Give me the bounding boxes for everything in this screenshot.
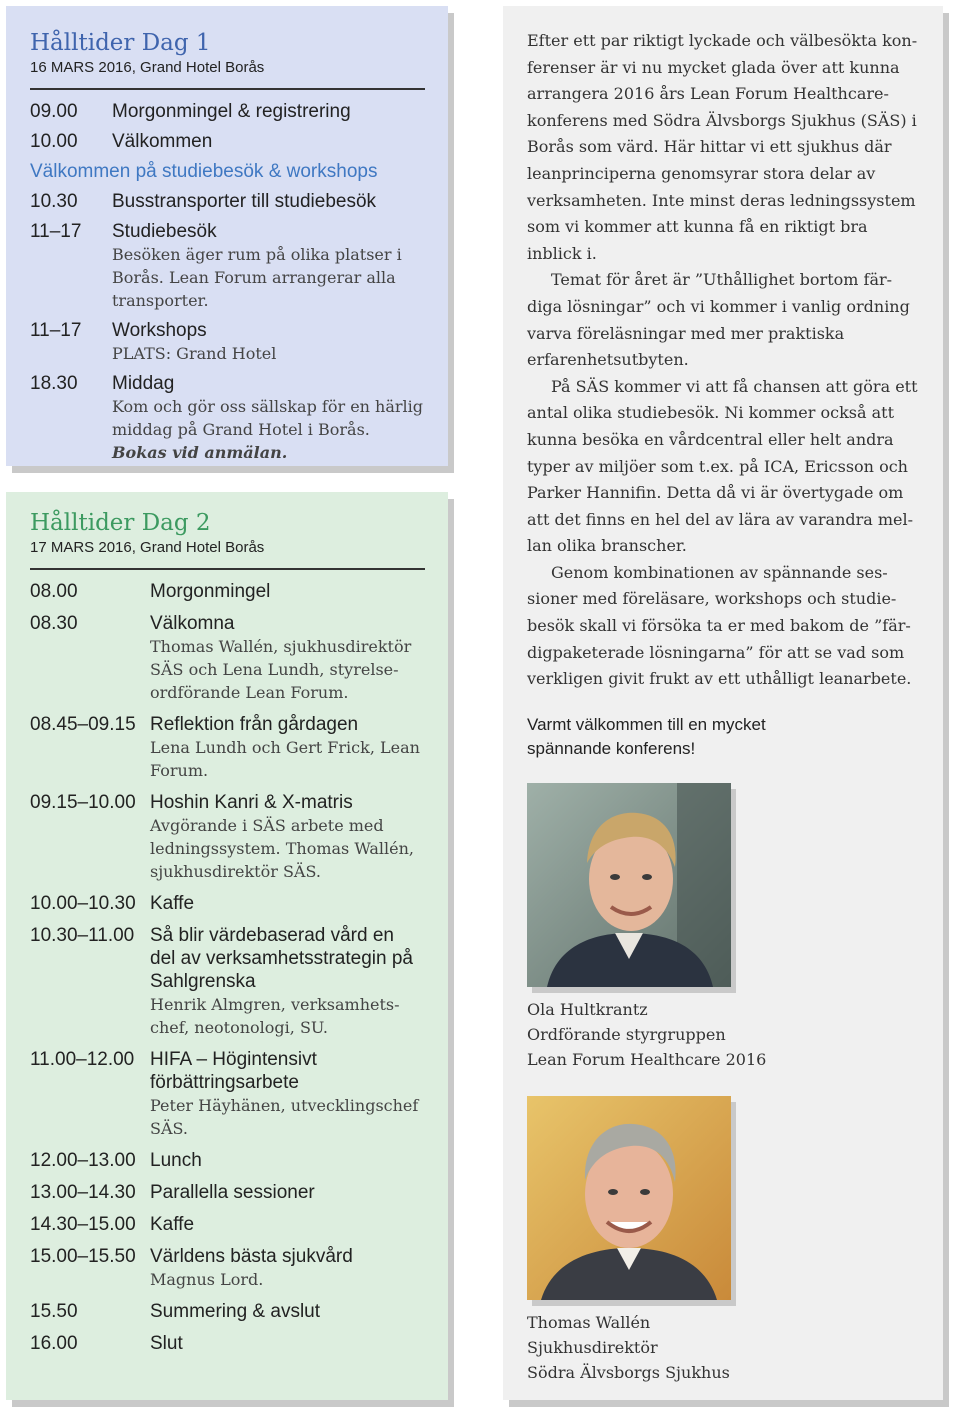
schedule-description: PLATS: Grand Hotel [112, 344, 277, 363]
schedule-time: 11–17 [30, 320, 82, 341]
schedule-row [30, 1300, 424, 1323]
schedule-row [30, 100, 424, 123]
schedule-row [30, 220, 424, 312]
caption-name: Thomas Wallén [527, 1312, 651, 1332]
portrait-photo-ola-hultkrantz [527, 783, 731, 987]
intro-paragraph: Genom kombinationen av spännande sessioner med föreläsare, workshops och studiebesök skall vi försöka ta er med bakom de ”färdigpaketerade lösningarna” för att se vad som verkligen givit frukt av ett uthålligt leanarbete. [527, 562, 912, 689]
schedule-time: 14.30–15.00 [30, 1214, 136, 1235]
schedule-row [30, 1245, 424, 1291]
schedule-row [30, 1048, 424, 1140]
day1-schedule-panel [6, 6, 448, 466]
caption-thomas-wallen [527, 1310, 919, 1385]
portrait-photo-thomas-wallen [527, 1096, 731, 1300]
schedule-row [30, 1332, 424, 1355]
schedule-title: Middag [112, 373, 175, 394]
schedule-title: Morgonmingel & registrering [112, 101, 351, 122]
welcome-message: Varmt välkommen till en mycket spännande konferens! [527, 714, 766, 758]
schedule-description: Avgörande i SÄS arbete med ledningssystem. Thomas Wallén, sjukhusdirektör SÄS. [150, 816, 415, 881]
schedule-row [30, 892, 424, 915]
schedule-row [30, 319, 424, 365]
day2-schedule-list [30, 580, 424, 1355]
portrait-image [527, 783, 731, 987]
schedule-title: HIFA – Högintensivt förbättringsarbete [150, 1049, 317, 1093]
schedule-description: Besöken äger rum på olika platser i Borås. Lean Forum arrangerar alla transporter. [112, 245, 402, 310]
schedule-title: Reflektion från gårdagen [150, 714, 359, 735]
day1-title: Hålltider Dag 1 [30, 30, 211, 56]
intro-paragraph: Temat för året är ”Uthållighet bortom färdiga lösningar” och vi kommer i vanlig ordning varva föreläsningar med mer praktiska erfarenhetsutbyten. [527, 270, 910, 370]
schedule-row [30, 130, 424, 153]
day1-subtitle: 16 MARS 2016, Grand Hotel Borås [30, 59, 265, 76]
schedule-time: 10.30 [30, 191, 78, 212]
schedule-description: Magnus Lord. [150, 1270, 264, 1289]
intro-text [527, 28, 919, 693]
portrait-image [527, 1096, 731, 1300]
workshops-heading: Välkommen på studiebesök & workshops [30, 161, 378, 182]
schedule-row [30, 1181, 424, 1204]
schedule-row [30, 612, 424, 704]
schedule-row [30, 713, 424, 782]
caption-organisation: Lean Forum Healthcare 2016 [527, 1049, 767, 1069]
schedule-row [30, 791, 424, 883]
day2-title: Hålltider Dag 2 [30, 510, 211, 536]
schedule-description: Peter Häyhänen, utvecklingschef SÄS. [150, 1096, 419, 1138]
schedule-time: 12.00–13.00 [30, 1150, 136, 1171]
schedule-time: 15.50 [30, 1301, 78, 1322]
schedule-description: Kom och gör oss sällskap för en härlig middag på Grand Hotel i Borås. [112, 397, 424, 439]
schedule-title: Kaffe [150, 893, 195, 914]
schedule-time: 11–17 [30, 221, 82, 242]
schedule-title: Morgonmingel [150, 581, 271, 602]
schedule-title: Summering & avslut [150, 1301, 321, 1322]
schedule-row [30, 1213, 424, 1236]
caption-role: Sjukhusdirektör [527, 1337, 658, 1357]
booking-note: Bokas vid anmälan. [112, 443, 288, 462]
caption-ola-hultkrantz [527, 997, 919, 1072]
schedule-time: 10.00 [30, 131, 78, 152]
schedule-description: Lena Lundh och Gert Frick, Lean Forum. [150, 738, 420, 780]
schedule-time: 09.15–10.00 [30, 792, 136, 813]
caption-role: Ordförande styrgruppen [527, 1024, 726, 1044]
schedule-time: 09.00 [30, 101, 78, 122]
day2-divider [30, 568, 425, 570]
schedule-time: 08.00 [30, 581, 78, 602]
schedule-title: Busstransporter till studiebesök [112, 191, 377, 212]
schedule-time: 10.00–10.30 [30, 893, 136, 914]
caption-name: Ola Hultkrantz [527, 999, 648, 1019]
schedule-description: Thomas Wallén, sjukhusdirektör SÄS och Lena Lundh, styrelseordförande Lean Forum. [150, 637, 412, 702]
day1-divider [30, 88, 425, 90]
schedule-title: Lunch [150, 1150, 202, 1171]
schedule-time: 18.30 [30, 373, 78, 394]
schedule-title: Världens bästa sjukvård [150, 1246, 353, 1267]
schedule-row [30, 924, 424, 1039]
schedule-title: Hoshin Kanri & X-matris [150, 792, 353, 813]
schedule-title: Studiebesök [112, 221, 217, 242]
day2-subtitle: 17 MARS 2016, Grand Hotel Borås [30, 539, 265, 556]
schedule-title: Workshops [112, 320, 207, 341]
schedule-description: Henrik Almgren, verksamhetschef, neotonologi, SU. [150, 995, 400, 1037]
schedule-time: 10.30–11.00 [30, 925, 135, 946]
schedule-row [30, 190, 424, 213]
schedule-row [30, 1149, 424, 1172]
intro-paragraph: Efter ett par riktigt lyckade och välbesökta konferenser är vi nu mycket glada över att kunna arrangera 2016 års Lean Forum Healthcarekonferens med Södra Älvsborgs Sjukhus (SÄS) i Borås som värd. Här hittar vi ett sjukhus där leanprinciperna genomsyrar stora delar av verksamheten. Inte minst deras ledningssystem som vi kommer att kunna få en riktigt bra inblick i. [527, 31, 918, 263]
schedule-time: 11.00–12.00 [30, 1049, 135, 1070]
schedule-time: 08.45–09.15 [30, 714, 136, 735]
schedule-title: Parallella sessioner [150, 1182, 315, 1203]
schedule-title: Välkommen [112, 131, 213, 152]
schedule-row [30, 372, 424, 464]
intro-panel [503, 6, 943, 1400]
intro-paragraph: På SÄS kommer vi att få chansen att göra ett antal olika studiebesök. Ni kommer också att kunna besöka en vårdcentral eller helt andra typer av miljöer som t.ex. på ICA, Ericsson och Parker Hannifin. Detta då vi är övertygade om att det finns en hel del av lära av varandra mellan olika branscher. [527, 376, 918, 556]
schedule-title: Så blir värdebaserad vård en del av verksamhetsstrategin på Sahlgrenska [150, 925, 413, 992]
schedule-title: Välkomna [150, 613, 235, 634]
schedule-time: 15.00–15.50 [30, 1246, 136, 1267]
schedule-time: 16.00 [30, 1333, 78, 1354]
schedule-title: Kaffe [150, 1214, 195, 1235]
caption-organisation: Södra Älvsborgs Sjukhus [527, 1362, 730, 1382]
schedule-time: 13.00–14.30 [30, 1182, 136, 1203]
schedule-row [30, 580, 424, 603]
day2-schedule-panel [6, 492, 448, 1400]
schedule-time: 08.30 [30, 613, 78, 634]
schedule-title: Slut [150, 1333, 183, 1354]
